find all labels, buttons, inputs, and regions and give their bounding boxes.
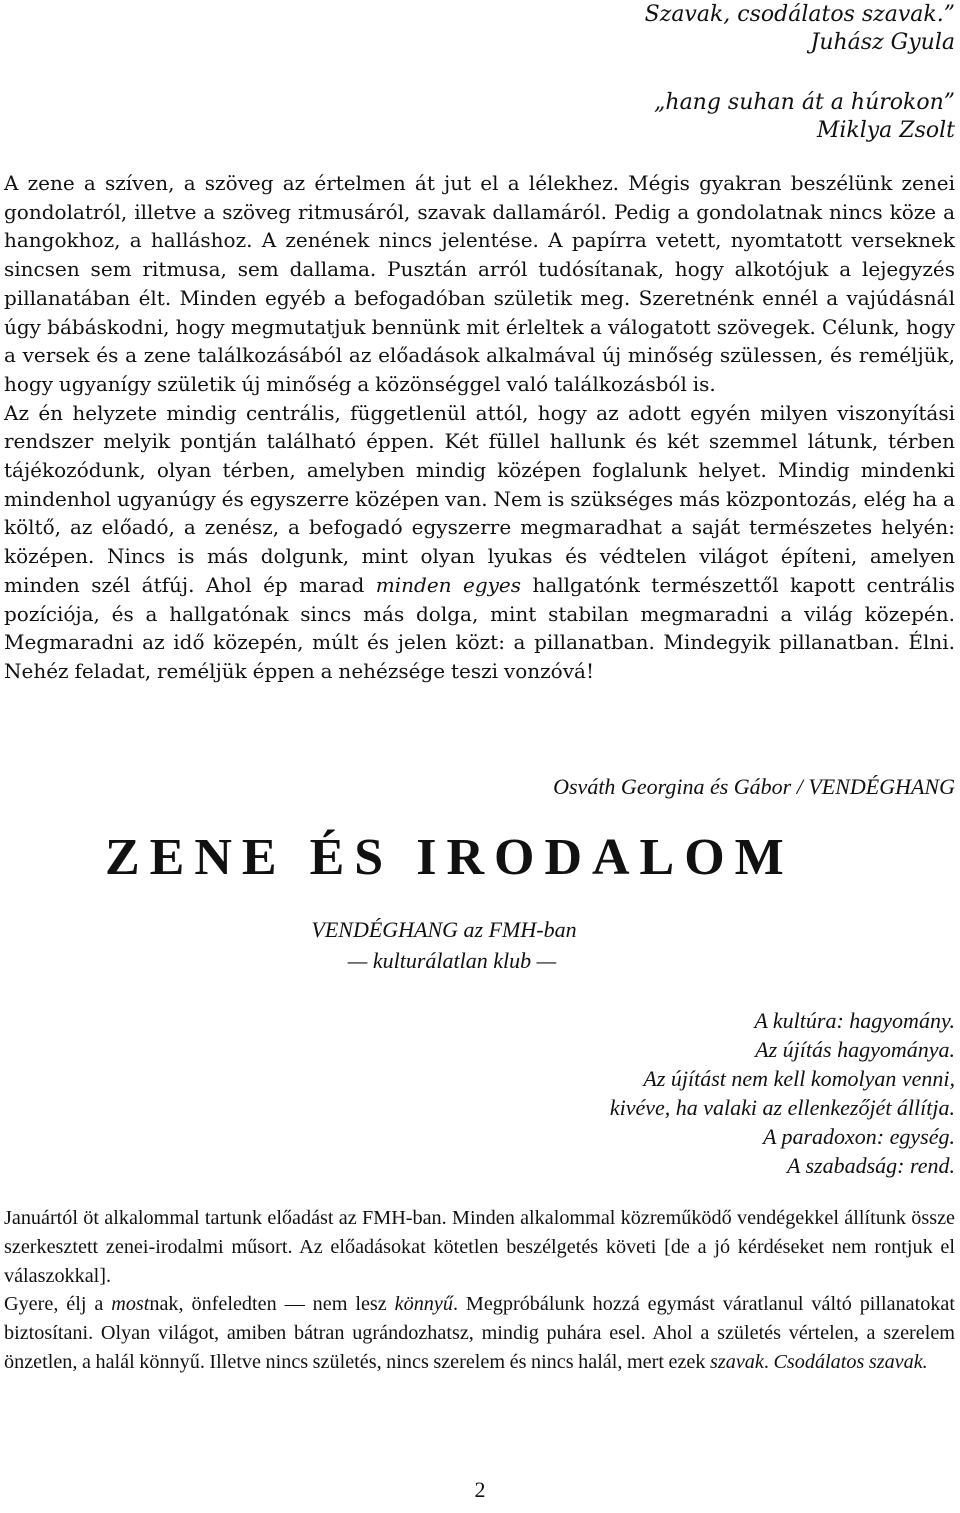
venue-line: VENDÉGHANG az FMH-ban [311, 917, 577, 942]
epigraph-quote: „hang suhan át a húrokon” [654, 90, 955, 115]
emphasis-text: könnyű [394, 1293, 453, 1316]
motto-line: A szabadság: rend. [786, 1153, 955, 1178]
page-title: ZENE ÉS IRODALOM [105, 829, 794, 886]
intro-paragraph: A zene a szíven, a szöveg az értelmen át jut el a lélekhez. Mégis gyakran beszélünk zenei gondolatról, illetve a szöveg ritmusáról, szavak dallamáról. Pedig a gondolatnak nincs köze a hangokhoz, a halláshoz. A zenének nincs jelentése. A papírra vetett, nyomtatott verseknek sincsen sem ritmusa, sem dallama. Pusztán arról tudósítanak, hogy alkotójuk a lejegyzés pillanatában élt. Minden egyéb a befogadóban születik meg. Szeretnénk ennél a vajúdásnál úgy bábáskodni, hogy megmutatjuk bennünk mit érleltek a válogatott szövegek. Célunk, hogy a versek és a zene találkozásából az előadások alkalmával új minőség szülessen, és reméljük, hogy ugyanígy születik új minőség a közönséggel való találkozásból is. [4, 171, 955, 396]
motto-line: Az újítás hagyománya. [755, 1037, 955, 1062]
emphasis-text: Csodálatos szavak. [773, 1350, 928, 1373]
program-text [4, 1204, 955, 1377]
emphasis-text: most [111, 1293, 150, 1316]
paragraph-text: . [763, 1350, 774, 1373]
motto-line: A kultúra: hagyomány. [754, 1008, 955, 1033]
page-number: 2 [474, 1477, 486, 1502]
epigraph-2 [654, 89, 955, 145]
closing-paragraph [4, 1290, 955, 1376]
epigraph-author: Juhász Gyula [810, 30, 955, 55]
program-paragraph: Januártól öt alkalommal tartunk előadást az FMH-ban. Minden alkalommal közreműködő vendégekkel állítunk össze szerkesztett zenei-irodalmi műsort. Az előadásokat kötetlen beszélgetés követi [de a jó kérdéseket nem rontjuk el válaszokkal]. [4, 1207, 955, 1287]
epigraph-1 [645, 1, 955, 57]
epigraph-author: Miklya Zsolt [816, 118, 955, 143]
centrality-paragraph [4, 399, 955, 686]
paragraph-text: nak, önfeledten — nem lesz [149, 1293, 395, 1316]
intro-text [4, 169, 955, 686]
paragraph-text: . Megpróbálunk hozzá egymást váratlanul váltó pillanatokat biztosítani. Olyan világot, amiben bátran ugrándozhatsz, mindig puhára esel. Ahol a születés vértelen, a szerelem önzetlen, a halál könnyű. Illetve nincs születés, nincs szerelem és nincs halál, mert ezek [4, 1293, 955, 1373]
venue-subtitle [0, 914, 960, 976]
club-line: — kulturálatlan klub — [347, 948, 557, 973]
emphasis-text: szavak [710, 1350, 764, 1373]
emphasis-text: minden egyes [375, 572, 522, 597]
motto-line: Az újítást nem kell komolyan venni, [643, 1066, 955, 1091]
epigraph-quote: Szavak, csodálatos szavak.” [644, 2, 955, 27]
paragraph-text: Az én helyzete mindig centrális, függetlenül attól, hogy az adott egyén milyen viszonyítási rendszer melyik pontján található éppen. Két füllel hallunk és két szemmel látunk, térben tájékozódunk, olyan térben, amelyben mindig középen foglalunk helyet. Mindig mindenki mindenhol ugyanúgy és egyszerre középen van. Nem is szükséges más központozás, elég ha a költő, az előadó, a zenész, a befogadó egyszerre megmaradhat a saját természetes helyén: középen. Nincs is más dolgunk, mint olyan lyukas és védtelen világot építeni, amelyen minden szél átfúj. Ahol ép marad [4, 400, 955, 597]
paragraph-text: Gyere, élj a [4, 1293, 112, 1316]
motto-line: kivéve, ha valaki az ellenkezőjét állítja. [609, 1095, 955, 1120]
motto-line: A paradoxon: egység. [762, 1124, 955, 1149]
motto [610, 1006, 955, 1180]
paragraph-text: hallgatónk természettől kapott centrális pozíciója, és a hallgatónak sincs más dolga, mint stabilan megmaradni a világ közepén. Megmaradni az idő közepén, múlt és jelen közt: a pillanatban. Mindegyik pillanatban. Élni. Nehéz feladat, reméljük éppen a nehézsége teszi vonzóvá! [4, 572, 955, 683]
signature: Osváth Georgina és Gábor / VENDÉGHANG [553, 774, 955, 799]
